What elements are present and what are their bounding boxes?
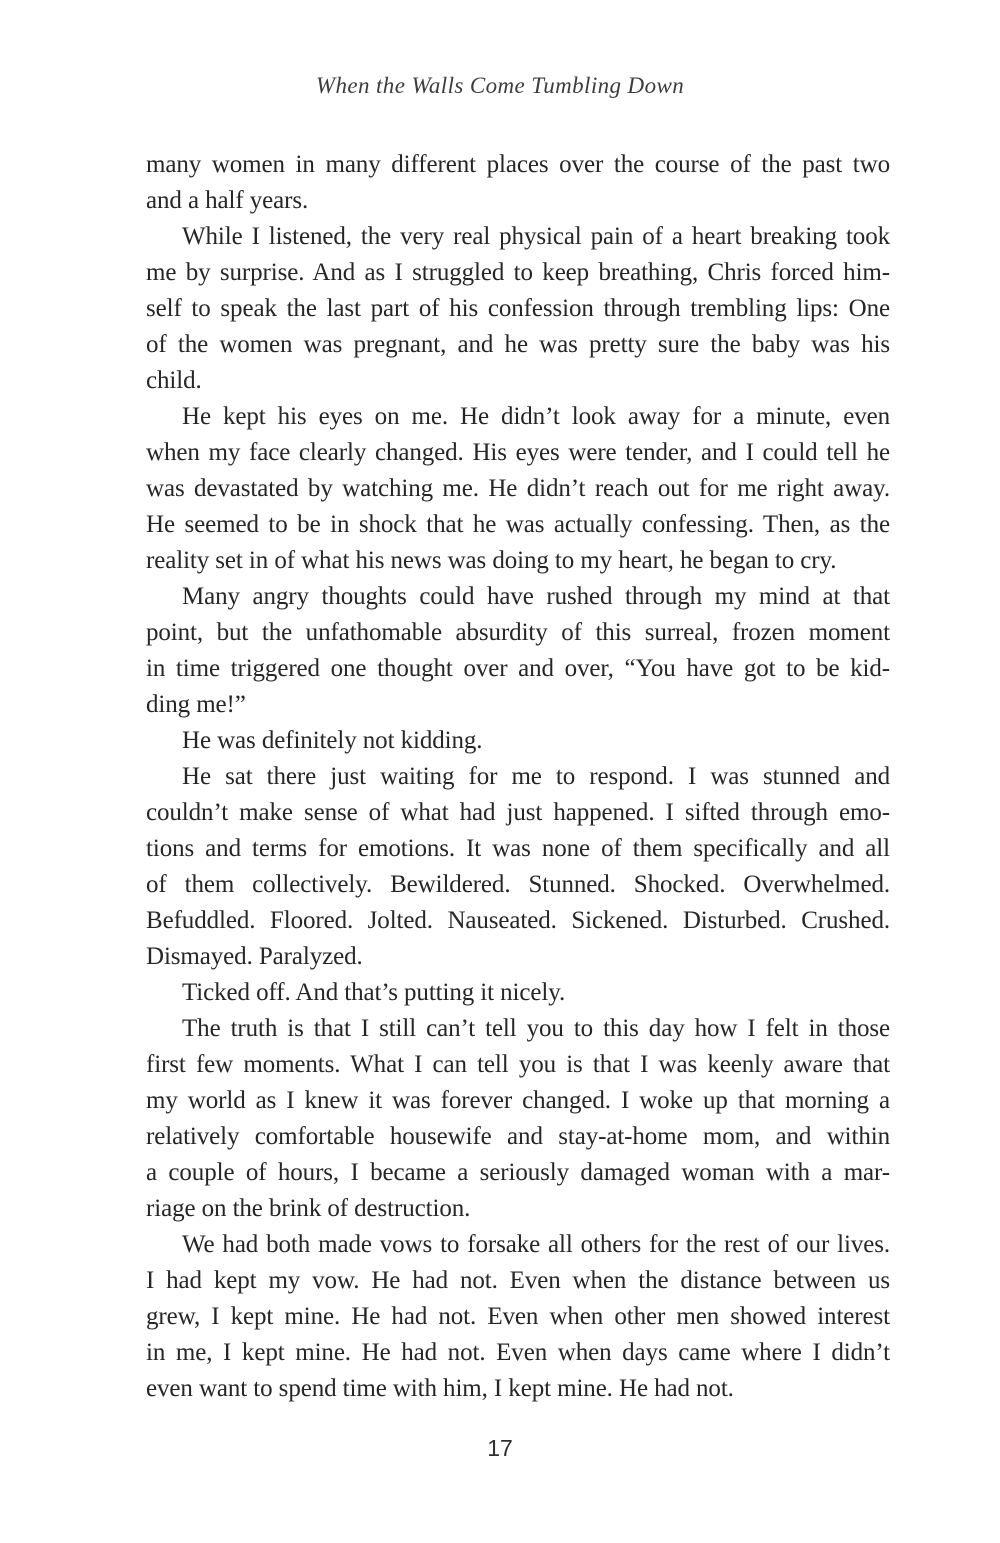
body-text [146,147,890,1407]
text-line: I had kept my vow. He had not. Even when the distance between us [146,1267,890,1294]
text-line: tions and terms for emotions. It was none of them specifically and all [146,835,890,862]
text-line: when my face clearly changed. His eyes were tender, and I could tell he [146,439,890,466]
text-line: my world as I knew it was forever changed. I woke up that morning a [146,1087,890,1114]
text-line: many women in many different places over the course of the past two [146,151,890,178]
text-line: even want to spend time with him, I kept mine. He had not. [146,1375,734,1402]
paragraph [146,579,890,723]
text-line: The truth is that I still can’t tell you to this day how I felt in those [182,1015,890,1042]
text-line: Dismayed. Paralyzed. [146,943,363,970]
text-line: ding me!” [146,691,246,718]
text-line: me by surprise. And as I struggled to keep breathing, Chris forced him- [146,259,890,286]
text-line: He sat there just waiting for me to respond. I was stunned and [182,763,890,790]
text-line: We had both made vows to forsake all others for the rest of our lives. [182,1231,890,1258]
text-line: self to speak the last part of his confession through trembling lips: One [146,295,890,322]
text-line: a couple of hours, I became a seriously damaged woman with a mar- [146,1159,890,1186]
text-line: point, but the unfathomable absurdity of this surreal, frozen moment [146,619,890,646]
text-line: He seemed to be in shock that he was actually confessing. Then, as the [146,511,890,538]
text-line: reality set in of what his news was doing to my heart, he began to cry. [146,547,837,574]
paragraph [146,759,890,975]
paragraph [146,975,890,1011]
text-line: and a half years. [146,187,309,214]
paragraph [146,399,890,579]
text-line: relatively comfortable housewife and stay-at-home mom, and within [146,1123,890,1150]
paragraph [146,147,890,219]
text-line: couldn’t make sense of what had just happened. I sifted through emo- [146,799,890,826]
text-line: riage on the brink of destruction. [146,1195,471,1222]
text-line: of them collectively. Bewildered. Stunned. Shocked. Overwhelmed. [146,871,890,898]
text-line: in time triggered one thought over and over, “You have got to be kid- [146,655,890,682]
text-line: He kept his eyes on me. He didn’t look away for a minute, even [182,403,890,430]
text-line: Befuddled. Floored. Jolted. Nauseated. Sickened. Disturbed. Crushed. [146,907,890,934]
text-line: in me, I kept mine. He had not. Even when days came where I didn’t [146,1339,890,1366]
page-number: 17 [487,1435,513,1461]
text-line: He was definitely not kidding. [182,727,483,754]
text-line: child. [146,367,202,394]
text-line: While I listened, the very real physical pain of a heart breaking took [182,223,890,250]
paragraph [146,1011,890,1227]
paragraph [146,219,890,399]
text-line: grew, I kept mine. He had not. Even when other men showed interest [146,1303,890,1330]
text-line: Ticked off. And that’s putting it nicely. [182,979,566,1006]
text-line: of the women was pregnant, and he was pretty sure the baby was his [146,331,890,358]
paragraph [146,723,890,759]
text-line: was devastated by watching me. He didn’t reach out for me right away. [146,475,890,502]
text-line: first few moments. What I can tell you is that I was keenly aware that [146,1051,890,1078]
text-line: Many angry thoughts could have rushed through my mind at that [182,583,890,610]
paragraph [146,1227,890,1407]
running-header: When the Walls Come Tumbling Down [315,73,685,98]
